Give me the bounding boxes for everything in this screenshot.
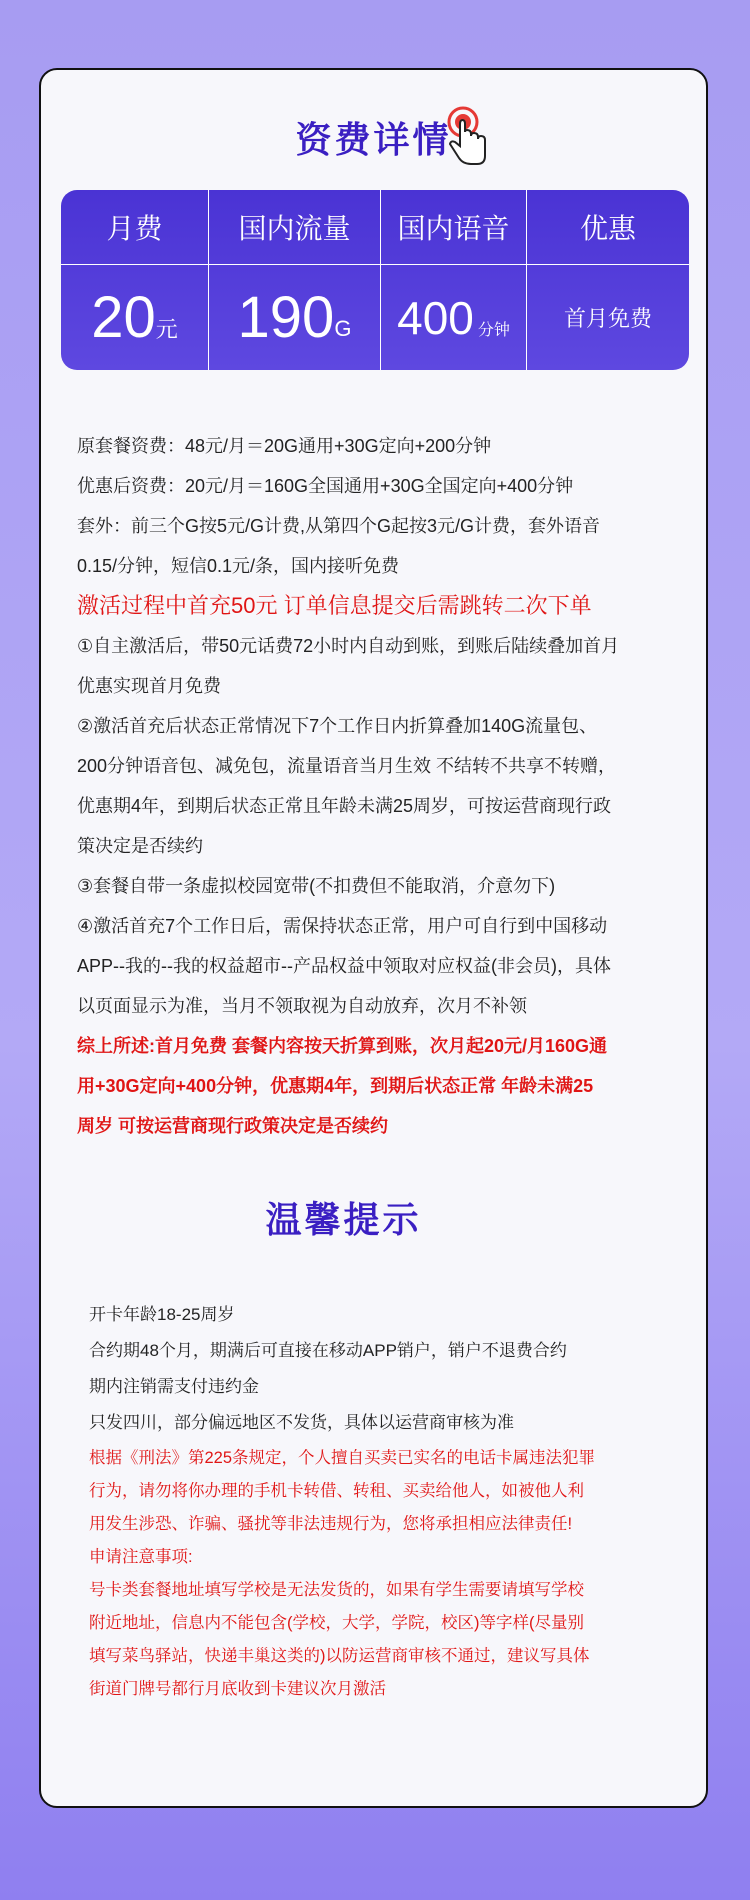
price-table (61, 190, 689, 370)
header-voice: 国内语音 (397, 213, 510, 244)
notice-line: 填写菜鸟驿站，快递丰巢这类的)以防运营商审核不通过，建议写具体 (89, 1647, 590, 1665)
voice-value: 400 分钟 (397, 291, 510, 344)
col-monthly-fee (61, 190, 209, 370)
detail-item: 策决定是否续约 (77, 836, 203, 856)
detail-item: ②激活首充后状态正常情况下7个工作日内折算叠加140G流量包、 (77, 716, 598, 736)
detail-line: 套外：前三个G按5元/G计费,从第四个G起按3元/G计费，套外语音 (77, 516, 601, 536)
fee-details-title: 资费详情 (295, 119, 452, 160)
data-value: 190 G (237, 285, 352, 350)
detail-line: 0.15/分钟，短信0.1元/条，国内接听免费 (77, 556, 400, 576)
legal-warning-line: 根据《刑法》第225条规定，个人擅自买卖已实名的电话卡属违法犯罪 (89, 1449, 596, 1467)
detail-item: ①自主激活后，带50元话费72小时内自动到账，到账后陆续叠加首月 (77, 636, 620, 656)
summary-line: 周岁 可按运营商现行政策决定是否续约 (77, 1116, 388, 1136)
detail-line: 原套餐资费：48元/月＝20G通用+30G定向+200分钟 (77, 436, 492, 456)
promo-value: 首月免费 (563, 306, 652, 331)
summary-line: 综上所述:首月免费 套餐内容按天折算到账，次月起20元/月160G通 (77, 1036, 608, 1056)
header-monthly-fee: 月费 (106, 213, 163, 244)
content-card (39, 68, 708, 1808)
detail-item: ④激活首充7个工作日后，需保持状态正常，用户可自行到中国移动 (77, 916, 608, 936)
tip-line: 只发四川，部分偏远地区不发货，具体以运营商审核为准 (89, 1413, 514, 1432)
notice-heading: 申请注意事项: (89, 1548, 193, 1566)
detail-item: 优惠实现首月免费 (77, 676, 221, 696)
tip-line: 开卡年龄18-25周岁 (89, 1305, 235, 1324)
detail-item: 优惠期4年，到期后状态正常且年龄未满25周岁，可按运营商现行政 (77, 796, 612, 816)
col-voice (381, 190, 527, 370)
detail-item: 200分钟语音包、减免包，流量语音当月生效 不结转不共享不转赠， (77, 756, 617, 776)
detail-line: 优惠后资费：20元/月＝160G全国通用+30G全国定向+400分钟 (77, 476, 574, 496)
tips-title: 温馨提示 (265, 1199, 422, 1240)
col-data (209, 190, 381, 370)
legal-warning-line: 用发生涉恐、诈骗、骚扰等非法违规行为，您将承担相应法律责任! (89, 1515, 573, 1533)
tip-line: 期内注销需支付违约金 (89, 1377, 259, 1396)
notice-line: 号卡类套餐地址填写学校是无法发货的，如果有学生需要请填写学校 (89, 1581, 584, 1599)
notice-line: 街道门牌号都行月底收到卡建议次月激活 (89, 1680, 386, 1698)
summary-line: 用+30G定向+400分钟，优惠期4年，到期后状态正常 年龄未满25 (77, 1076, 594, 1096)
header-data: 国内流量 (238, 213, 351, 244)
header-promo: 优惠 (579, 213, 636, 244)
detail-item: ③套餐自带一条虚拟校园宽带(不扣费但不能取消，介意勿下) (77, 876, 556, 896)
legal-warning-line: 行为，请勿将你办理的手机卡转借、转租、买卖给他人，如被他人利 (89, 1482, 584, 1500)
activation-notice: 激活过程中首充50元 订单信息提交后需跳转二次下单 (77, 593, 592, 618)
monthly-fee-value: 20 元 (91, 285, 178, 350)
col-promo (527, 190, 689, 370)
detail-item: APP--我的--我的权益超市--产品权益中领取对应权益(非会员)，具体 (77, 956, 611, 976)
tip-line: 合约期48个月，期满后可直接在移动APP销户，销户不退费合约 (89, 1341, 567, 1360)
hand-pointer-icon (441, 106, 491, 168)
notice-line: 附近地址，信息内不能包含(学校，大学，学院，校区)等字样(尽量别 (89, 1614, 584, 1632)
detail-item: 以页面显示为准，当月不领取视为自动放弃，次月不补领 (77, 996, 527, 1016)
